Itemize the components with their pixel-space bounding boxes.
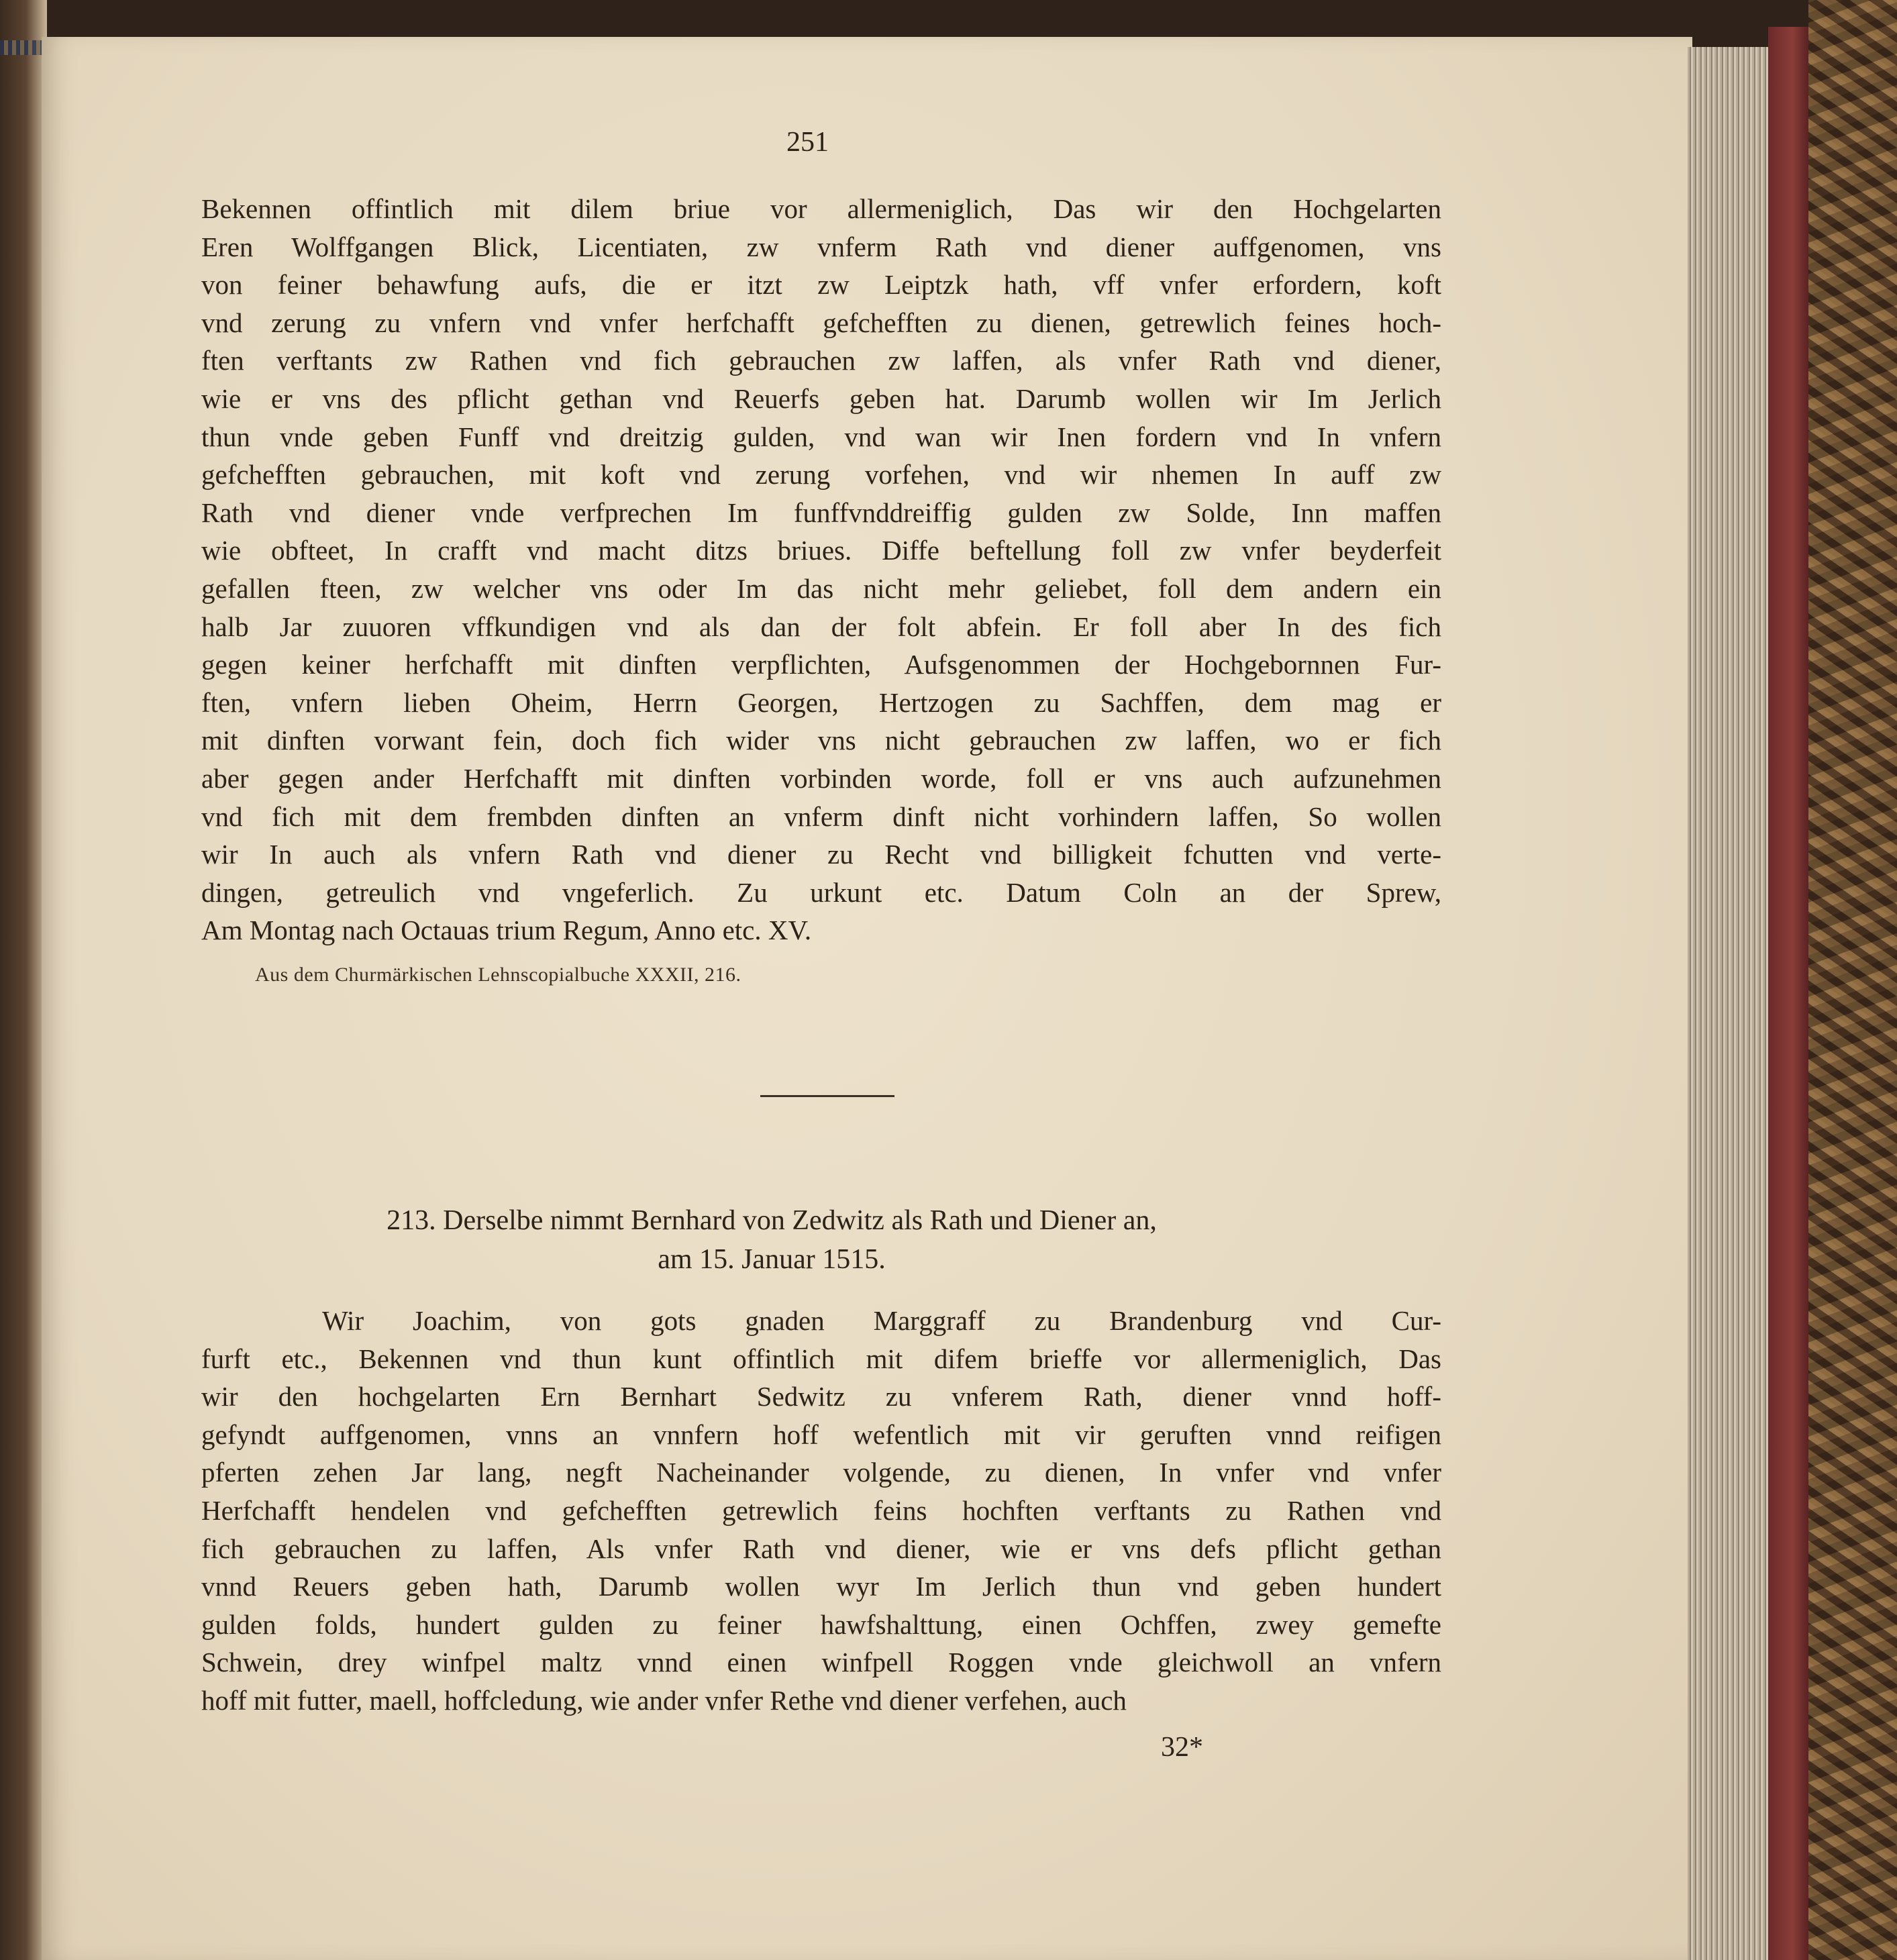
section-heading [201, 1201, 1342, 1279]
text-line: pferten zehen Jar lang, negft Nacheinander volgende, zu dienen, In vnfer vnd vnfer [201, 1457, 1441, 1488]
text-line: Bekennen offintlich mit dilem briue vor allermeniglich, Das wir den Hochgelarten [201, 193, 1441, 224]
text-line: vnd zerung zu vnfern vnd vnfer herfchafft gefchefften zu dienen, getrewlich feines hoch- [201, 307, 1441, 338]
text-line: Eren Wolffgangen Blick, Licentiaten, zw vnferm Rath vnd diener auffgenomen, vns [201, 231, 1441, 262]
text-line: vnnd Reuers geben hath, Darumb wollen wyr Im Jerlich thun vnd geben hundert [201, 1571, 1441, 1602]
book-cover-left [0, 0, 47, 1960]
text-line: hoff mit futter, maell, hoffcledung, wie ander vnfer Rethe vnd diener verfehen, auch [201, 1684, 1127, 1716]
page-number: 251 [786, 127, 829, 158]
text-line: mit dinften vorwant fein, doch fich wider vns nicht gebrauchen zw laffen, wo er fich [201, 725, 1441, 756]
text-line: Am Montag nach Octauas trium Regum, Anno etc. XV. [201, 915, 812, 946]
text-line: gefchefften gebrauchen, mit koft vnd zerung vorfehen, vnd wir nhemen In auff zw [201, 459, 1441, 491]
section-divider [760, 1095, 894, 1097]
text-line: ften, vnfern lieben Oheim, Herrn Georgen, Hertzogen zu Sachffen, dem mag er [201, 686, 1441, 718]
text-line: furft etc., Bekennen vnd thun kunt offintlich mit difem brieffe vor allermeniglich, Das [201, 1343, 1441, 1374]
source-footnote: Aus dem Churmärkischen Lehnscopialbuche XXXII, 216. [255, 964, 741, 986]
text-line: Rath vnd diener vnde verfprechen Im funffvnddreiffig gulden zw Solde, Inn maffen [201, 497, 1441, 528]
text-line: gegen keiner herfchafft mit dinften verpflichten, Aufsgenommen der Hochgebornnen Fur- [201, 649, 1441, 680]
text-line: Schwein, drey winfpel maltz vnnd einen winfpell Roggen vnde gleichwoll an vnfern [201, 1647, 1441, 1678]
signature-mark: 32* [1161, 1732, 1203, 1763]
text-line: wie obfteet, In crafft vnd macht ditzs briues. Diffe beftellung foll zw vnfer beyderfeit [201, 535, 1441, 566]
text-line: Wir Joachim, von gots gnaden Marggraff zu Brandenburg vnd Cur- [322, 1305, 1441, 1336]
text-line: wir den hochgelarten Ern Bernhart Sedwitz zu vnferem Rath, diener vnnd hoff- [201, 1381, 1441, 1412]
heading-line-1: 213. Derselbe nimmt Bernhard von Zedwitz als Rath und Diener an, [387, 1205, 1157, 1236]
text-line: thun vnde geben Funff vnd dreitzig gulden, vnd wan wir Inen fordern vnd In vnfern [201, 421, 1441, 452]
text-line: von feiner behawfung aufs, die er itzt zw Leiptzk hath, vff vnfer erfordern, koft [201, 269, 1441, 301]
text-line: gulden folds, hundert gulden zu feiner hawfshalttung, einen Ochffen, zwey gemefte [201, 1608, 1441, 1640]
text-line: fich gebrauchen zu laffen, Als vnfer Rath vnd diener, wie er vns defs pflicht gethan [201, 1533, 1441, 1564]
text-line: gefallen fteen, zw welcher vns oder Im das nicht mehr geliebet, foll dem andern ein [201, 572, 1441, 604]
text-line: halb Jar zuuoren vffkundigen vnd als dan der folt abfein. Er foll aber In des fich [201, 611, 1441, 642]
document-paragraph-2 [201, 1302, 1441, 1720]
text-line: Herfchafft hendelen vnd gefchefften getrewlich feins hochften verftants zu Rathen vnd [201, 1494, 1441, 1526]
heading-line-2: am 15. Januar 1515. [658, 1244, 886, 1275]
text-line: wie er vns des pflicht gethan vnd Reuerfs geben hat. Darumb wollen wir Im Jerlich [201, 382, 1441, 414]
text-line: wir In auch als vnfern Rath vnd diener zu Recht vnd billigkeit fchutten vnd verte- [201, 839, 1441, 870]
book-cover-right [1768, 27, 1808, 1960]
text-line: dingen, getreulich vnd vngeferlich. Zu urkunt etc. Datum Coln an der Sprew, [201, 876, 1441, 908]
text-line: aber gegen ander Herfchafft mit dinften vorbinden worde, foll er vns auch aufzunehmen [201, 762, 1441, 794]
text-line: vnd fich mit dem frembden dinften an vnferm dinft nicht vorhindern laffen, So wollen [201, 801, 1441, 832]
page-edges [1688, 47, 1768, 1960]
text-line: ften verftants zw Rathen vnd fich gebrauchen zw laffen, als vnfer Rath vnd diener, [201, 345, 1441, 376]
cover-band [0, 40, 47, 55]
text-line: gefyndt auffgenomen, vnns an vnnfern hoff wefentlich mit vir geruften vnnd reifigen [201, 1419, 1441, 1450]
document-paragraph-1 [201, 190, 1441, 949]
marbled-endpaper [1808, 0, 1897, 1960]
